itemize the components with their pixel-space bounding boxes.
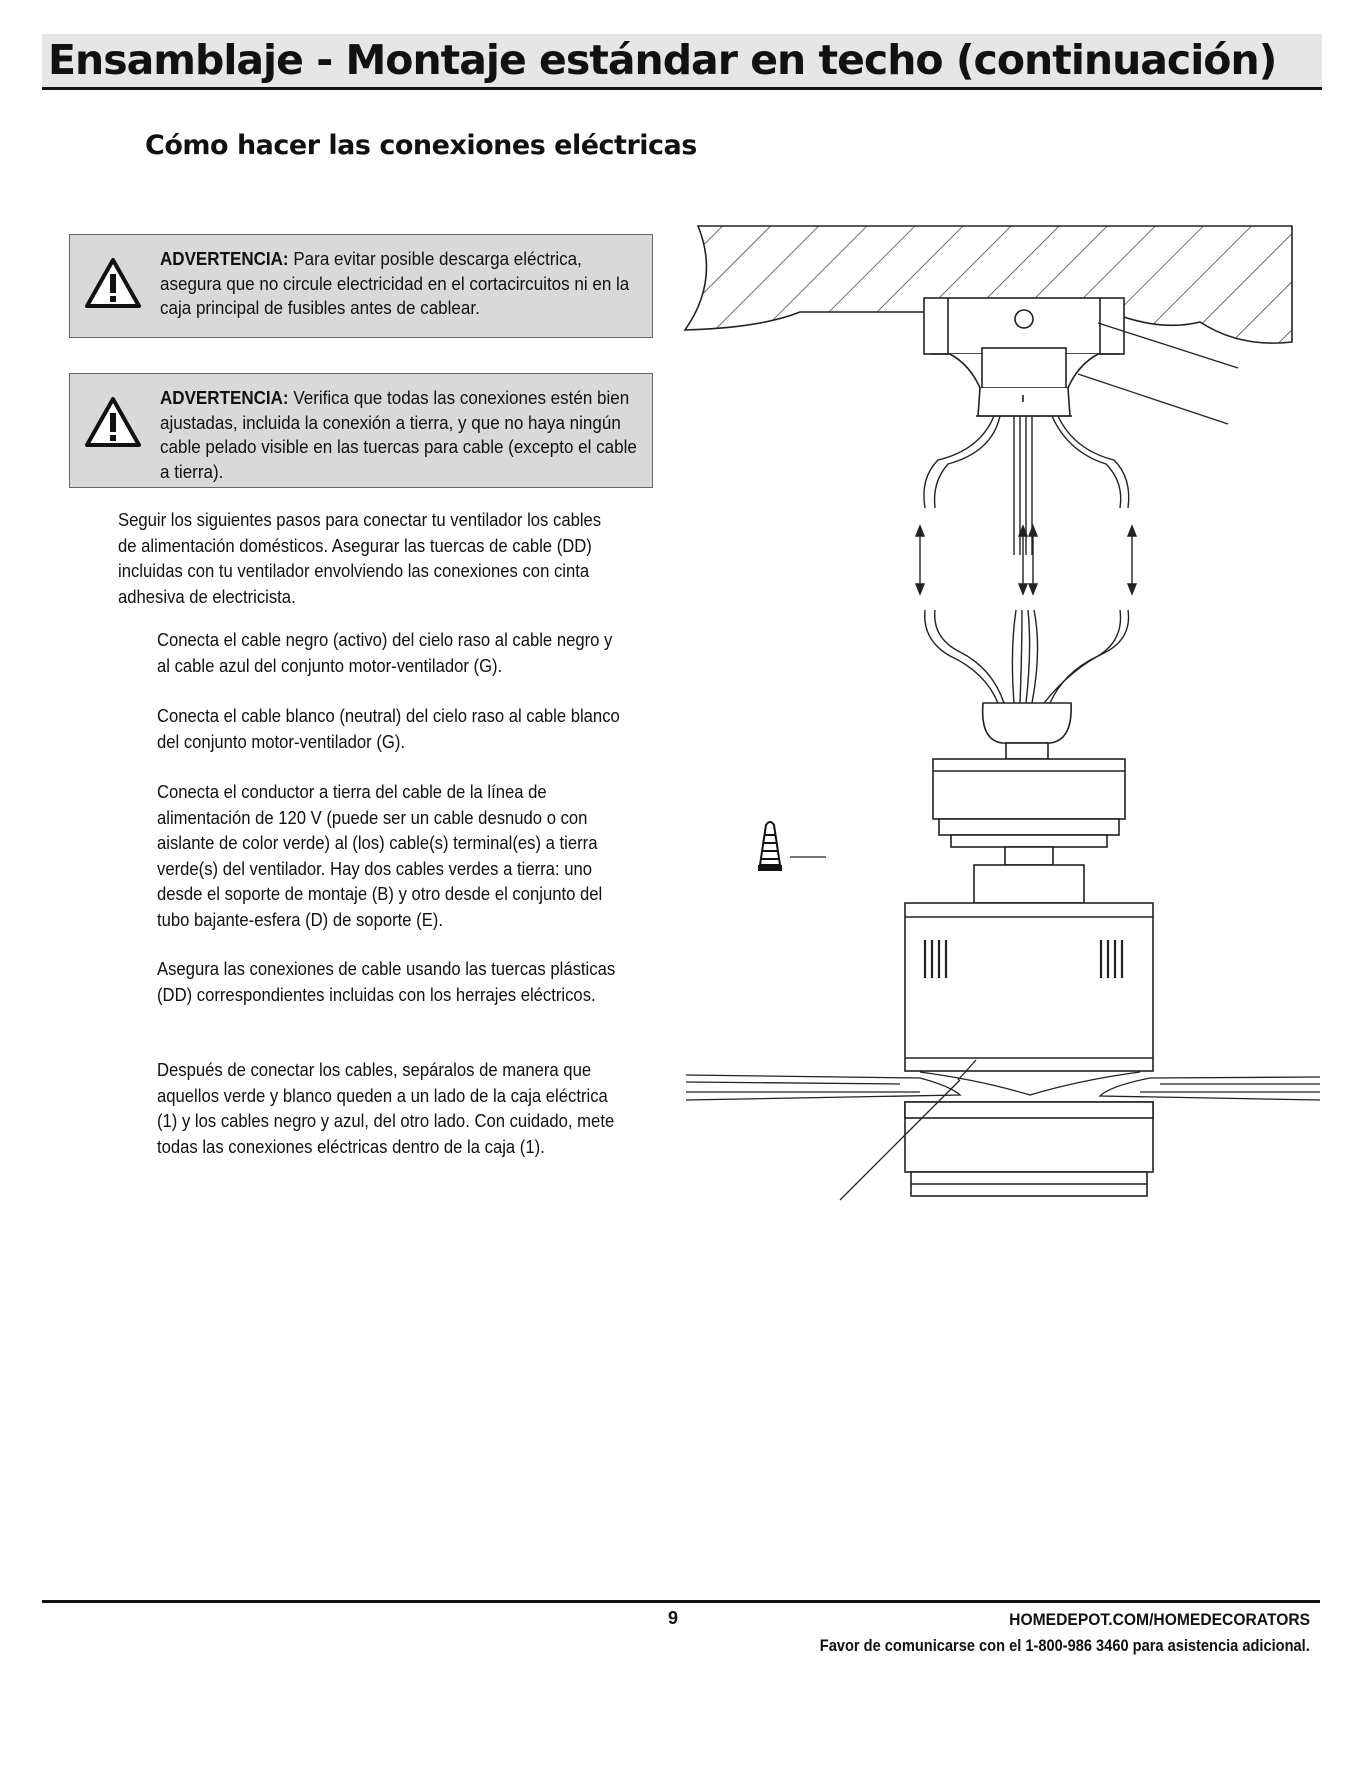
- mounting-bracket: [924, 298, 1124, 416]
- page-number: 9: [668, 1608, 679, 1628]
- warning-message: Verifica que todas las conexiones estén bien ajustadas, incluida la conexión a tierra, y que no haya ningún cable pelado visible en las tuercas para cable (excepto el cable a tierra).: [160, 387, 637, 482]
- motor-housing: [905, 865, 1153, 1071]
- warning-text: [160, 247, 648, 321]
- warning-triangle-icon: [84, 396, 142, 448]
- wire-nut-icon: [758, 822, 782, 871]
- intro-paragraph: Seguir los siguientes pasos para conectar tu ventilador los cables de alimentación domésticos. Asegurar las tuercas de cable (DD) incluidas con tu ventilador envolviendo las conexiones con cinta adhesiva de electricista.: [118, 509, 602, 607]
- warning-label: ADVERTENCIA:: [160, 248, 289, 269]
- footer-help-line: Favor de comunicarse con el 1-800-986 3460 para asistencia adicional.: [819, 1636, 1310, 1655]
- footer-rule: [42, 1600, 1320, 1603]
- fan-blades: [686, 1072, 1320, 1100]
- downrod-ball-assembly: [983, 703, 1072, 759]
- warning-text: [160, 386, 648, 484]
- header-bar: [42, 34, 1322, 90]
- step-white-wire: Conecta el cable blanco (neutral) del cielo raso al cable blanco del conjunto motor-ventilador (G).: [157, 705, 620, 752]
- fan-wires: [925, 610, 1129, 703]
- section-title: Cómo hacer las conexiones eléctricas: [145, 130, 697, 161]
- warning-message: Para evitar posible descarga eléctrica, asegura que no circule electricidad en el cortacircuitos ni en la caja principal de fusibles antes de cablear.: [160, 248, 630, 318]
- canopy: [933, 759, 1125, 865]
- light-kit: [905, 1102, 1153, 1196]
- step-tuck-wires: Después de conectar los cables, sepáralos de manera que aquellos verde y blanco queden a un lado de la caja eléctrica (1) y los cables negro y azul, del otro lado. Con cuidado, mete todas las conexiones eléctricas dentro de la caja (1).: [157, 1059, 615, 1157]
- double-arrow-icon: [916, 526, 1136, 594]
- warning-triangle-icon: [84, 257, 142, 309]
- warning-box-connections: [69, 373, 653, 488]
- warning-box-power-off: [69, 234, 653, 338]
- step-ground-wire: Conecta el conductor a tierra del cable de la línea de alimentación de 120 V (puede ser un cable desnudo o con aislante de color verde) al (los) cable(s) terminal(es) a tierra verde(s) del ventilador. Hay dos cables verdes a tierra: uno desde el soporte de montaje (B) y otro desde el conjunto del tubo bajante-esfera (D) de soporte (E).: [157, 781, 603, 930]
- footer-website[interactable]: HOMEDEPOT.COM/HOMEDECORATORS: [1009, 1610, 1310, 1629]
- step-wire-nuts: Asegura las conexiones de cable usando las tuercas plásticas (DD) correspondientes incluidas con los herrajes eléctricos.: [157, 958, 616, 1005]
- page-title: Ensamblaje - Montaje estándar en techo (continuación): [48, 36, 1277, 84]
- step-black-wire: Conecta el cable negro (activo) del cielo raso al cable negro y al cable azul del conjunto motor-ventilador (G).: [157, 629, 613, 676]
- warning-label: ADVERTENCIA:: [160, 387, 289, 408]
- wiring-diagram: [680, 220, 1320, 1220]
